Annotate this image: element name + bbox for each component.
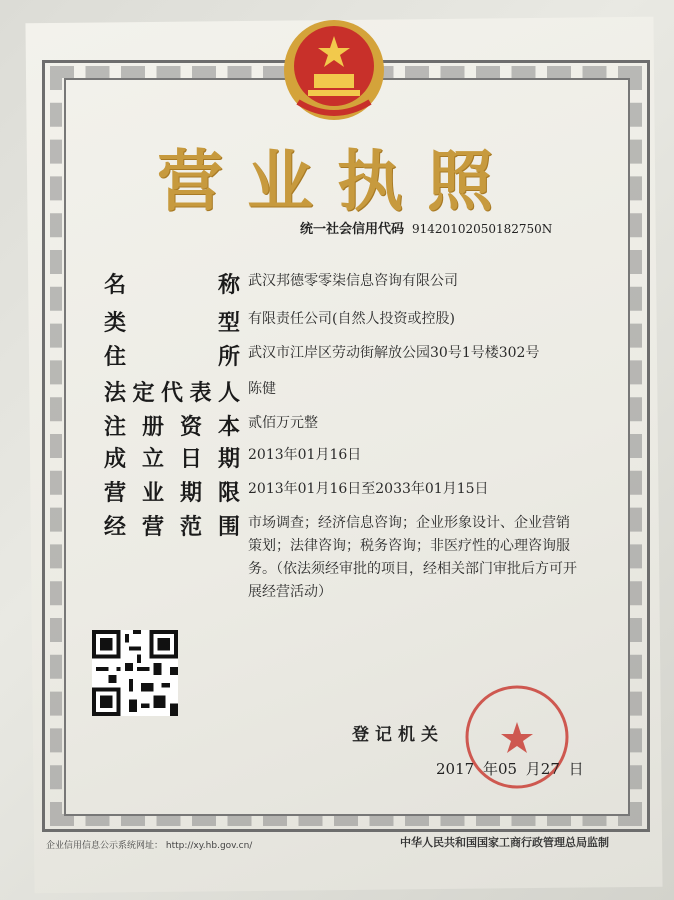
footer-website: 企业信用信息公示系统网址： http://xy.hb.gov.cn/: [46, 841, 253, 851]
field-value: 贰佰万元整: [248, 415, 318, 431]
field-value: 2013年01月16日至2033年01月15日: [248, 481, 489, 497]
field-value: 武汉市江岸区劳动街解放公园30号1号楼302号: [248, 345, 540, 361]
issuing-authority-label: 登记机关: [352, 725, 444, 745]
field-value: 2013年01月16日: [248, 447, 362, 463]
field-value: 市场调查；经济信息咨询；企业形象设计、企业营销策划；法律咨询；税务咨询；非医疗性的心理咨询服务。（依法须经审批的项目，经相关部门审批后方可开展经营活动）: [248, 515, 577, 600]
footer-supervisor: 中华人民共和国国家工商行政管理总局监制: [400, 836, 609, 849]
qr-code-icon: [92, 630, 178, 716]
issue-date: 2017 年05 月27 日: [436, 760, 584, 778]
field-label: 住 所: [104, 345, 240, 370]
field-label: 营 业 期 限: [104, 481, 240, 506]
national-emblem-icon: [278, 16, 390, 124]
field-label: 成 立 日 期: [104, 447, 240, 472]
field-label: 类 型: [104, 311, 240, 336]
credit-code-row: [300, 218, 552, 237]
field-label: 经 营 范 围: [104, 515, 240, 540]
field-label: 名 称: [104, 273, 240, 298]
field-value: 陈健: [248, 381, 276, 397]
field-value: 武汉邦德零零柒信息咨询有限公司: [248, 273, 458, 289]
credit-code-value: 91420102050182750N: [412, 222, 553, 236]
field-label: 注 册 资 本: [104, 415, 240, 440]
field-value: 有限责任公司(自然人投资或控股): [248, 311, 455, 327]
field-label: 法 定 代 表 人: [104, 381, 240, 406]
document-title: 营业执照: [157, 142, 517, 220]
credit-code-label: 统一社会信用代码: [300, 222, 405, 237]
